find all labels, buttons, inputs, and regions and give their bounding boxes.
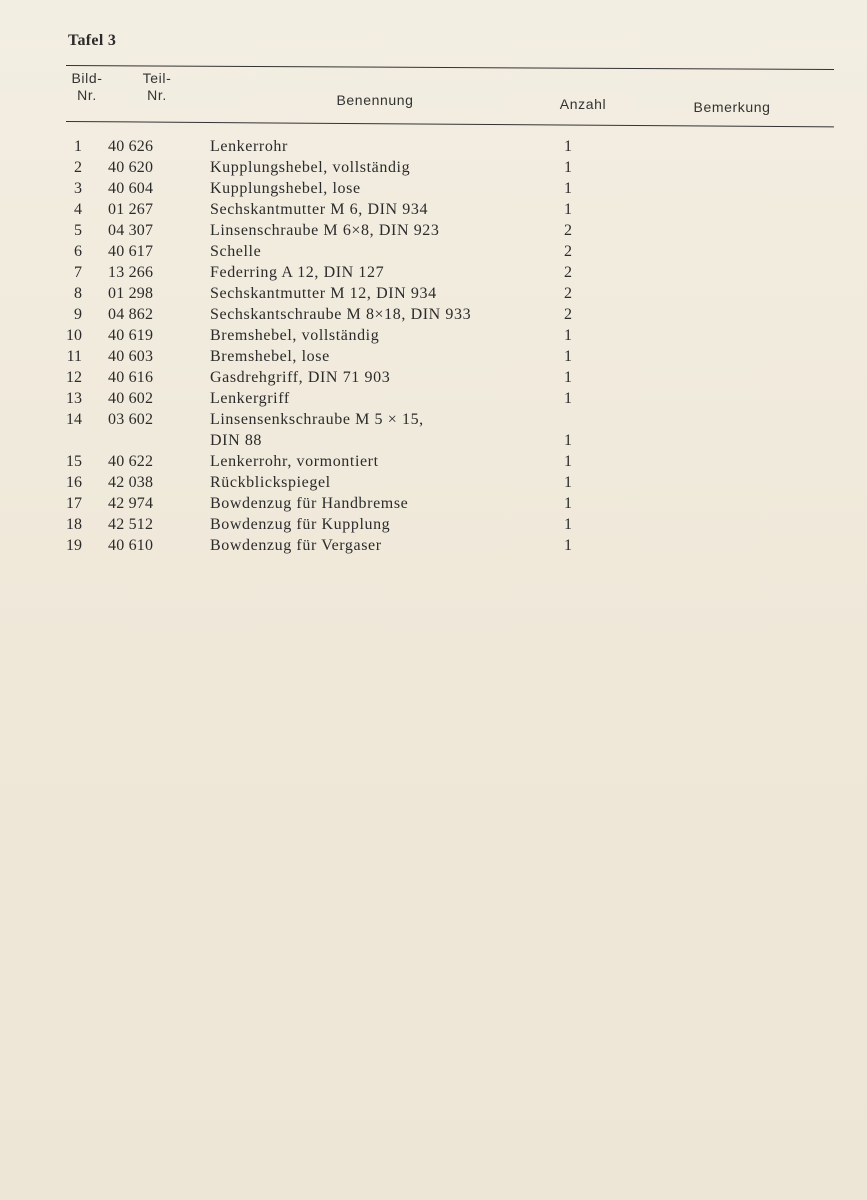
table-row (0, 535, 867, 556)
teil-nr-cell: 40 617 (108, 243, 154, 260)
anzahl-cell: 2 (564, 243, 572, 260)
header-benennung: Benennung (336, 92, 414, 108)
teil-nr-cell: 42 512 (108, 516, 154, 533)
table-row (0, 493, 867, 514)
benennung-cell: Linsensenkschraube M 5 × 15, DIN 88 (210, 411, 424, 449)
teil-nr-cell: 42 974 (108, 495, 154, 512)
benennung-cell: Federring A 12, DIN 127 (210, 264, 385, 281)
bild-nr-cell: 10 (66, 327, 82, 344)
teil-nr-cell: 40 603 (108, 348, 154, 365)
anzahl-cell: 1 (564, 138, 572, 155)
table-row (0, 325, 867, 346)
teil-nr-cell: 03 602 (108, 411, 154, 428)
bild-nr-cell: 14 (66, 411, 82, 428)
benennung-cell: Bowdenzug für Vergaser (210, 537, 382, 554)
header-bemerkung: Bemerkung (693, 99, 771, 115)
anzahl-cell: 2 (564, 285, 572, 302)
table-row (0, 220, 867, 241)
teil-nr-cell: 40 602 (108, 390, 154, 407)
bild-nr-cell: 1 (74, 138, 82, 155)
table-row (0, 472, 867, 493)
anzahl-cell: 1 (564, 327, 572, 344)
teil-nr-cell: 42 038 (108, 474, 154, 491)
anzahl-cell: 1 (564, 495, 572, 512)
teil-nr-cell: 40 622 (108, 453, 154, 470)
header-teil-nr: Teil- Nr. (142, 70, 172, 103)
table-row (0, 178, 867, 199)
teil-nr-cell: 40 610 (108, 537, 154, 554)
table-row (0, 262, 867, 283)
benennung-cell: Rückblickspiegel (210, 474, 331, 491)
bild-nr-cell: 7 (74, 264, 82, 281)
anzahl-cell: 1 (564, 201, 572, 218)
teil-nr-cell: 01 298 (108, 285, 154, 302)
benennung-cell: Lenkerrohr, vormontiert (210, 453, 379, 470)
bild-nr-cell: 5 (74, 222, 82, 239)
anzahl-cell: 1 (564, 180, 572, 197)
anzahl-cell: 1 (564, 516, 572, 533)
table-row (0, 136, 867, 157)
table-row (0, 241, 867, 262)
anzahl-cell: 2 (564, 222, 572, 239)
table-row (0, 451, 867, 472)
bild-nr-cell: 9 (74, 306, 82, 323)
bild-nr-cell: 6 (74, 243, 82, 260)
benennung-cell: Sechskantmutter M 12, DIN 934 (210, 285, 437, 302)
anzahl-cell: 1 (564, 432, 572, 449)
table-row (0, 367, 867, 388)
benennung-cell: Linsenschraube M 6×8, DIN 923 (210, 222, 440, 239)
teil-nr-cell: 04 307 (108, 222, 154, 239)
teil-nr-cell: 40 619 (108, 327, 154, 344)
anzahl-cell: 1 (564, 453, 572, 470)
benennung-cell: Gasdrehgriff, DIN 71 903 (210, 369, 391, 386)
header-bild-nr: Bild- Nr. (71, 70, 103, 103)
bild-nr-cell: 4 (74, 201, 82, 218)
teil-nr-cell: 01 267 (108, 201, 154, 218)
benennung-cell: Kupplungshebel, vollständig (210, 159, 411, 176)
benennung-cell: Bowdenzug für Handbremse (210, 495, 409, 512)
header-top-rule (66, 65, 834, 70)
benennung-cell: Bremshebel, vollständig (210, 327, 380, 344)
table-row (0, 304, 867, 325)
table-row (0, 388, 867, 409)
header-bottom-rule (66, 121, 834, 127)
bild-nr-cell: 17 (66, 495, 82, 512)
benennung-cell: Lenkerrohr (210, 138, 288, 155)
benennung-cell: Bremshebel, lose (210, 348, 330, 365)
teil-nr-cell: 04 862 (108, 306, 154, 323)
bild-nr-cell: 3 (74, 180, 82, 197)
benennung-cell: Kupplungshebel, lose (210, 180, 361, 197)
anzahl-cell: 2 (564, 264, 572, 281)
teil-nr-cell: 13 266 (108, 264, 154, 281)
teil-nr-cell: 40 620 (108, 159, 154, 176)
bild-nr-cell: 2 (74, 159, 82, 176)
teil-nr-cell: 40 604 (108, 180, 154, 197)
anzahl-cell: 1 (564, 369, 572, 386)
table-row (0, 346, 867, 367)
parts-table-body (0, 136, 867, 556)
bild-nr-cell: 13 (66, 390, 82, 407)
bild-nr-cell: 16 (66, 474, 82, 491)
anzahl-cell: 1 (564, 537, 572, 554)
benennung-cell: Sechskantmutter M 6, DIN 934 (210, 201, 429, 218)
table-row (0, 283, 867, 304)
table-row (0, 199, 867, 220)
bild-nr-cell: 8 (74, 285, 82, 302)
benennung-cell: Lenkergriff (210, 390, 290, 407)
table-row (0, 157, 867, 178)
bild-nr-cell: 19 (66, 537, 82, 554)
teil-nr-cell: 40 626 (108, 138, 154, 155)
header-anzahl: Anzahl (559, 96, 607, 112)
anzahl-cell: 1 (564, 159, 572, 176)
table-row (0, 409, 867, 451)
bild-nr-cell: 18 (66, 516, 82, 533)
anzahl-cell: 1 (564, 348, 572, 365)
anzahl-cell: 2 (564, 306, 572, 323)
table-row (0, 514, 867, 535)
benennung-cell: Sechskantschraube M 8×18, DIN 933 (210, 306, 472, 323)
teil-nr-cell: 40 616 (108, 369, 154, 386)
benennung-cell: Bowdenzug für Kupplung (210, 516, 391, 533)
bild-nr-cell: 15 (66, 453, 82, 470)
anzahl-cell: 1 (564, 390, 572, 407)
bild-nr-cell: 11 (66, 348, 82, 365)
benennung-cell: Schelle (210, 243, 262, 260)
anzahl-cell: 1 (564, 474, 572, 491)
page-title: Tafel 3 (68, 32, 117, 49)
bild-nr-cell: 12 (66, 369, 82, 386)
